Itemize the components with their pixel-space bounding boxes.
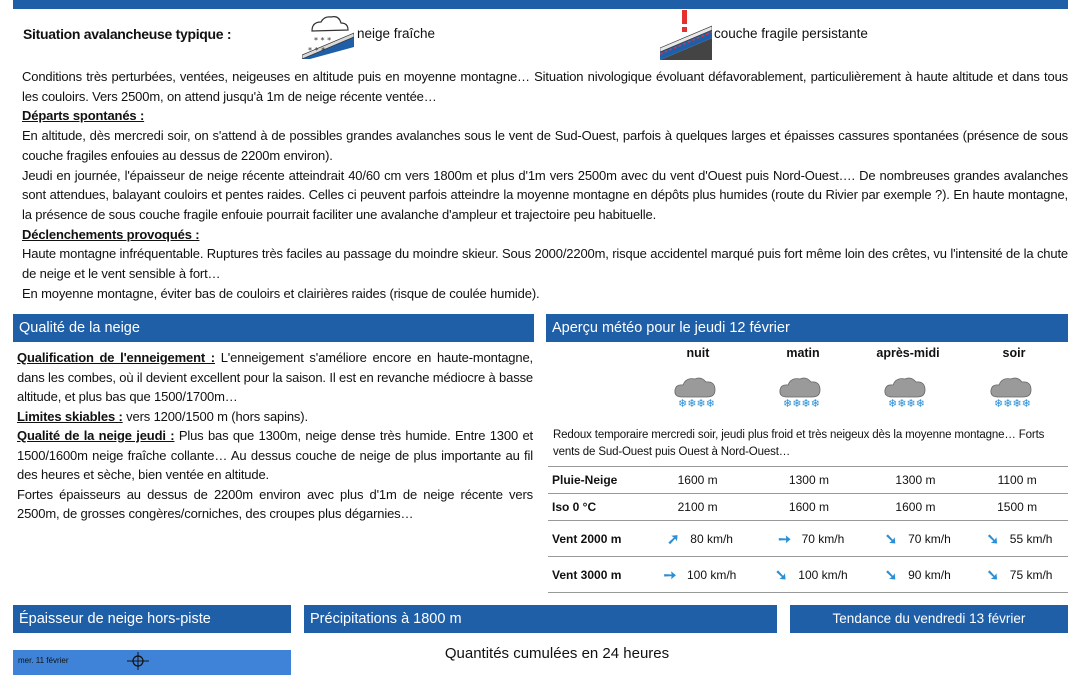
weather-header: Aperçu météo pour le jeudi 12 février: [546, 314, 1068, 342]
value-cell: 55 km/h: [1009, 531, 1053, 546]
value-cell: 1100 m: [966, 467, 1068, 494]
row-label: Iso 0 °C: [548, 494, 642, 521]
q2-text: vers 1200/1500 m (hors sapins).: [122, 408, 308, 424]
snow-depth-header: Épaisseur de neige hors-piste: [13, 605, 291, 633]
persistent-weak-layer-icon: [660, 10, 712, 60]
value-cell: 1600 m: [865, 494, 967, 521]
spontaneous-text-2: Jeudi en journée, l'épaisseur de neige récente atteindrait 40/60 cm vers 1800m et plus d'1m vers 2500m avec du vent d'Ouest puis Nord-Ouest…. De nombreuses grandes avalanches sont attendues, balayant couloirs et pentes raides. Celles ci peuvent parfois atteindre la moyenne montagne en dépôts plus humides (route du Rivier par exemple ?). En haute montagne, la présence de sous couche fragile enfouie pourrait faciliter une avalanche d'ampleur et trajectoire peu habituelle.: [22, 167, 1068, 222]
intro-text: Conditions très perturbées, ventées, neigeuses en altitude puis en moyenne montagne… Situation nivologique évoluant défavorablement, particulièrement à haute altitude et dans tous les couloirs. Vers 2500m, on attend jusqu'à 1m de neige récente ventée…: [22, 69, 1068, 104]
q1-text: L'enneigement s'améliore encore en haute-montagne, dans les combes, où il devient excellent pour la saison. Il est en revanche médiocre à basse altitude, et plus bas que 1500/1700m…: [17, 350, 533, 404]
value-cell: 70 km/h: [908, 531, 951, 546]
provoked-title: Déclenchements provoqués :: [22, 226, 200, 242]
period-afternoon: après-midi: [876, 346, 940, 360]
svg-text:* * *: * * *: [314, 36, 332, 45]
precipitation-header: Précipitations à 1800 m: [304, 605, 777, 633]
value-cell: 1600 m: [642, 467, 753, 494]
problem-persistent-layer: couche fragile persistante: [714, 26, 868, 41]
value-cell: 90 km/h: [908, 567, 951, 582]
snow-cloud-icon: [986, 375, 1042, 409]
q3-text: Plus bas que 1300m, neige dense très humide. Entre 1300 et 1500/1600m neige fraîche collante… Au dessus couche de neige de plus importante au fil des heures et sèche, bien ventée en altitude.: [17, 428, 533, 482]
provoked-text-1: Haute montagne infréquentable. Ruptures très faciles au passage du moindre skieur. Sous 2000/2200m, risque accidentel marqué puis fort même loin des crêtes, vu l'intensité de la chute de neige et le vent sensible à fort…: [22, 246, 1068, 282]
q4-text: Fortes épaisseurs au dessus de 2200m environ avec plus d'1m de neige récente vers 2500m, de grosses congères/corniches, des croupes plus dégarnies…: [17, 486, 533, 521]
south-east-arrow-icon: ➘: [774, 566, 788, 584]
snow-quality-header: Qualité de la neige: [13, 314, 534, 342]
q2-title: Limites skiables :: [17, 408, 123, 424]
precipitation-subtitle: Quantités cumulées en 24 heures: [444, 645, 670, 662]
avalanche-description: [22, 67, 1068, 303]
svg-text:* * *: * * *: [308, 46, 326, 55]
row-label: Pluie-Neige: [548, 467, 642, 494]
problem-fresh-snow: neige fraîche: [357, 26, 436, 41]
value-cell: 1300 m: [865, 467, 967, 494]
south-east-arrow-icon: ➘: [986, 566, 1000, 584]
q3-title: Qualité de la neige jeudi :: [17, 428, 175, 443]
spontaneous-text-1: En altitude, dès mercredi soir, on s'attend à de possibles grandes avalanches sous le vent de Sud-Ouest, parfois à quelques larges et épaisses cassures spontanées (présence de sous couche fragiles enfouies au dessus de 2200m environ).: [22, 128, 1068, 163]
compass-icon: [127, 652, 149, 670]
south-east-arrow-icon: ➘: [986, 530, 1000, 548]
value-cell: 80 km/h: [690, 531, 733, 546]
east-arrow-icon: ➙: [663, 566, 677, 584]
value-cell: 70 km/h: [801, 531, 845, 546]
snow-cloud-icon: [775, 375, 831, 409]
table-row: [548, 557, 1068, 593]
value-cell: 2100 m: [642, 494, 753, 521]
row-label: Vent 3000 m: [548, 557, 642, 593]
value-cell: 1500 m: [966, 494, 1068, 521]
snow-depth-date: mer. 11 février: [18, 656, 69, 665]
situation-label: Situation avalancheuse typique :: [23, 26, 232, 42]
period-morning: matin: [786, 346, 820, 360]
provoked-text-2: En moyenne montagne, éviter bas de couloirs et clairières raides (risque de coulée humide).: [22, 285, 540, 301]
south-east-arrow-icon: ➘: [884, 530, 898, 548]
snow-cloud-icon: [670, 375, 726, 409]
east-arrow-icon: ➙: [778, 530, 791, 548]
value-cell: 100 km/h: [686, 567, 737, 582]
value-cell: 1600 m: [753, 494, 864, 521]
table-row: [548, 467, 1068, 494]
q1-title: Qualification de l'enneigement :: [17, 350, 215, 365]
value-cell: 100 km/h: [798, 567, 848, 582]
north-east-arrow-icon: ➚: [667, 530, 680, 548]
top-header-bar: [13, 0, 1068, 9]
weather-table: [548, 466, 1068, 593]
table-row: [548, 521, 1068, 557]
period-evening: soir: [1002, 346, 1026, 360]
fresh-snow-icon: [302, 11, 354, 59]
row-label: Vent 2000 m: [548, 521, 642, 557]
value-cell: 75 km/h: [1009, 567, 1053, 582]
value-cell: 1300 m: [753, 467, 864, 494]
weather-description: Redoux temporaire mercredi soir, jeudi plus froid et très neigeux dès la moyenne montagne… Forts vents de Sud-Ouest puis Ouest à Nord-Ouest…: [553, 429, 1045, 458]
south-east-arrow-icon: ➘: [884, 566, 898, 584]
spontaneous-title: Départs spontanés :: [22, 108, 145, 124]
snow-quality-text: [17, 348, 533, 524]
period-night: nuit: [686, 346, 710, 360]
snow-cloud-icon: [880, 375, 936, 409]
trend-header: Tendance du vendredi 13 février: [790, 605, 1068, 633]
table-row: [548, 494, 1068, 521]
